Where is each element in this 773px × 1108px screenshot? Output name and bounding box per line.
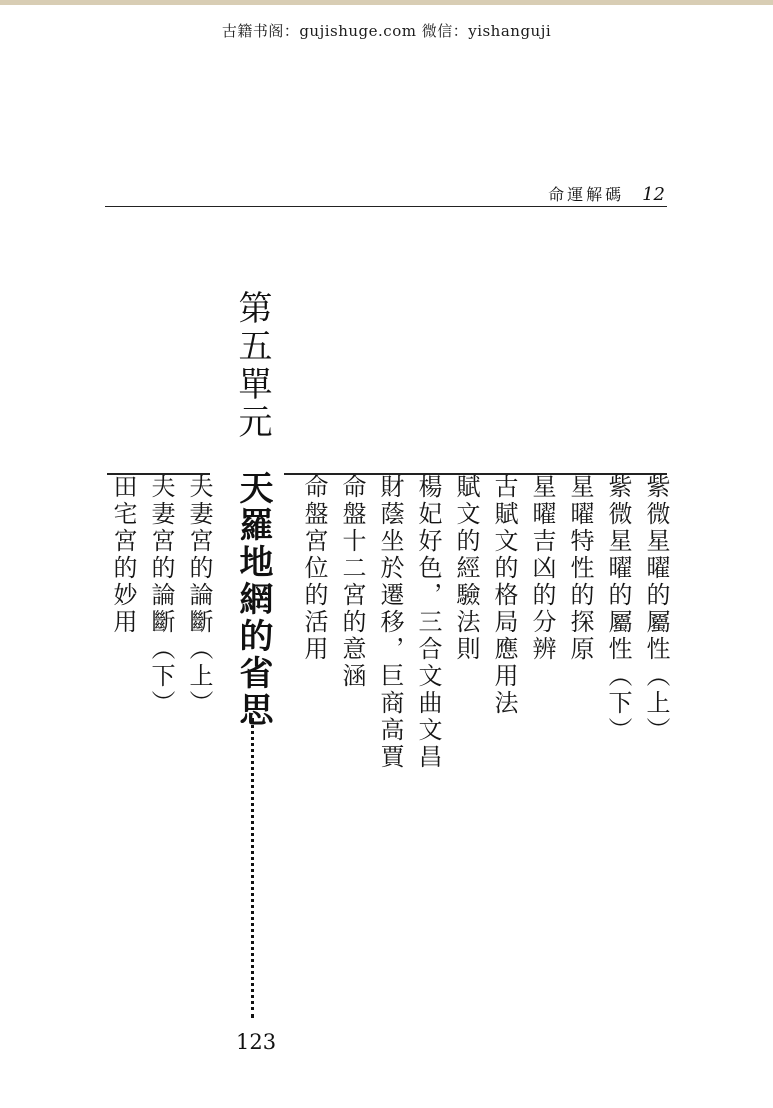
dot-leader (251, 718, 254, 1018)
watermark-text: 古籍书阁：gujishuge.com 微信：yishanguji (221, 22, 552, 40)
running-header-title: 命運解碼 (548, 185, 625, 204)
toc-item-11: 夫妻宮的論斷︵上︶ (185, 474, 213, 717)
toc-item-12: 夫妻宮的論斷︵下︶ (147, 474, 175, 717)
toc-item-5: 古賦文的格局應用法 (490, 474, 518, 717)
top-border-strip (0, 0, 773, 5)
header-rule (105, 206, 667, 207)
toc-item-10: 命盤宮位的活用 (300, 474, 328, 663)
toc-item-4: 星曜吉凶的分辨 (528, 474, 556, 663)
toc-item-1: 紫微星曜的屬性︵上︶ (642, 474, 670, 744)
running-header-page: 12 (642, 184, 665, 205)
unit-label: 第五單元 (232, 290, 272, 442)
toc-item-6: 賦文的經驗法則 (452, 474, 480, 663)
page-number: 123 (236, 1030, 277, 1054)
toc-item-8: 財蔭坐於遷移，巨商高賈 (376, 474, 404, 771)
toc-item-7: 楊妃好色，三合文曲文昌 (414, 474, 442, 771)
toc-item-9: 命盤十二宮的意涵 (338, 474, 366, 690)
toc-item-13: 田宅宮的妙用 (109, 474, 137, 636)
toc-item-3: 星曜特性的探原 (566, 474, 594, 663)
running-header (548, 182, 665, 206)
toc-item-2: 紫微星曜的屬性︵下︶ (604, 474, 632, 744)
chapter-title: 天羅地網的省思 (233, 470, 273, 729)
